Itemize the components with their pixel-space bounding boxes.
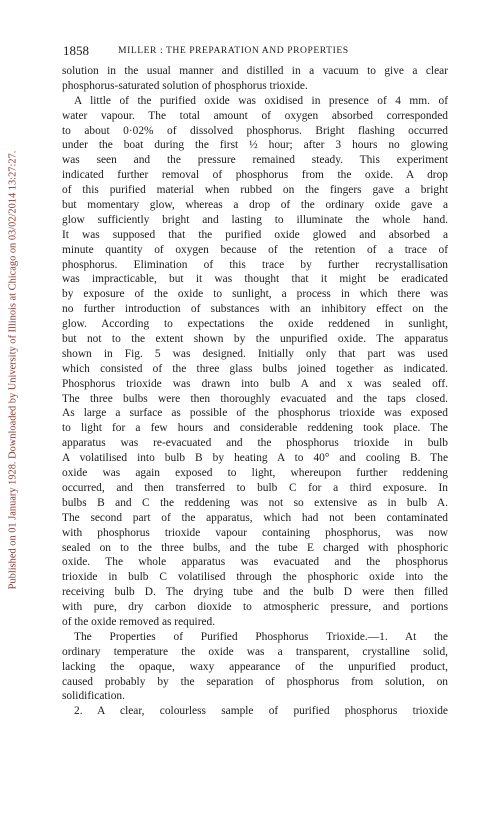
text-line: caused probably by the separation of phosphorus from solution, on [62, 675, 448, 688]
text-line: As large a surface as possible of the phosphorus trioxide was exposed [62, 407, 448, 420]
text-line: indicated further removal of phosphorus from the oxide. A drop [62, 169, 448, 182]
text-line: no further introduction of substances with an inhibitory effect on the [62, 303, 448, 316]
text-line: lacking the opaque, waxy appearance of the unpurified product, [62, 660, 448, 673]
text-line: of this purified material when rubbed on the fingers gave a bright [62, 184, 448, 197]
text-line: to light for a few hours and considerable reddening took place. The [62, 422, 448, 435]
text-line: solution in the usual manner and distilled in a vacuum to give a clear [62, 65, 448, 77]
text-line: was seen and the pressure remained steady. This experiment [62, 154, 448, 167]
text-line: glow sufficiently bright and lasting to illuminate the whole hand. [62, 213, 448, 226]
text-line: oxide was again exposed to light, whereupon further reddening [62, 467, 448, 480]
download-watermark-text: Published on 01 January 1928. Downloaded by University of Illinois at Chicago on 03/02/2014 13:27:27. [7, 150, 19, 590]
text-line: phosphorus. Elimination of this trace by further recrystallisation [62, 258, 448, 271]
text-line: which consisted of the three glass bulbs joined together as indicated. [62, 362, 448, 375]
text-line: 2. A clear, colourless sample of purified phosphorus trioxide [74, 705, 448, 718]
text-line: bulbs B and C the reddening was not so extensive as in bulb A. [62, 496, 448, 509]
text-line: water vapour. The total amount of oxygen absorbed corresponded [62, 109, 448, 122]
running-head: MILLER : THE PREPARATION AND PROPERTIES [118, 45, 349, 56]
text-line: The Properties of Purified Phosphorus Trioxide.—1. At the [74, 630, 448, 643]
article-body [62, 64, 448, 719]
text-line: under the boat during the first ½ hour; after 3 hours no glowing [62, 139, 448, 152]
text-line: receiving bulb D. The drying tube and the bulb D were then filled [62, 586, 448, 599]
text-line: solidification. [62, 690, 125, 703]
text-line: glow. According to expectations the oxide reddened in sunlight, [62, 318, 448, 331]
text-line: of the oxide removed as required. [62, 615, 216, 628]
text-line: by exposure of the oxide to sunlight, a process in which there was [62, 288, 448, 301]
text-line: ordinary temperature the oxide was a transparent, crystalline solid, [62, 645, 448, 658]
page-number: 1858 [63, 43, 89, 58]
text-line: phosphorus-saturated solution of phosphorus trioxide. [62, 79, 308, 92]
text-line: was impracticable, but it was thought that it might be eradicated [62, 273, 448, 286]
text-line: A little of the purified oxide was oxidised in presence of 4 mm. of [74, 94, 448, 107]
text-line: minute quantity of oxygen because of the retention of a trace of [62, 243, 448, 256]
download-watermark [2, 70, 24, 670]
text-line: apparatus was re-evacuated and the phosphorus trioxide in bulb [62, 437, 448, 450]
text-line: with phosphorus trioxide vapour containing phosphorus, was now [62, 526, 448, 539]
text-line: Phosphorus trioxide was drawn into bulb A and x was sealed off. [62, 377, 448, 390]
text-line: It was supposed that the purified oxide glowed and absorbed a [62, 228, 448, 241]
text-line: but not to the extent shown by the unpurified oxide. The apparatus [62, 333, 448, 346]
text-line: shown in Fig. 5 was designed. Initially only that part was used [62, 347, 448, 360]
text-line: trioxide in bulb C volatilised through the phosphoric oxide into the [62, 571, 448, 584]
text-line: A volatilised into bulb B by heating A to 40° and cooling B. The [62, 452, 448, 465]
text-line: oxide. The whole apparatus was evacuated and the phosphorus [62, 556, 448, 569]
text-line: but momentary glow, whereas a drop of the ordinary oxide gave a [62, 199, 448, 212]
text-line: The three bulbs were then thoroughly evacuated and the taps closed. [62, 392, 448, 405]
text-line: The second part of the apparatus, which had not been contaminated [62, 511, 448, 524]
page-header [63, 43, 448, 61]
text-line: sealed on to the three bulbs, and the tube E charged with phosphoric [62, 541, 448, 554]
text-line: occurred, and then transferred to bulb C for a third exposure. In [62, 481, 448, 494]
text-line: with pure, dry carbon dioxide to atmospheric pressure, and portions [62, 601, 448, 614]
text-line: to about 0·02% of dissolved phosphorus. Bright flashing occurred [62, 124, 448, 137]
